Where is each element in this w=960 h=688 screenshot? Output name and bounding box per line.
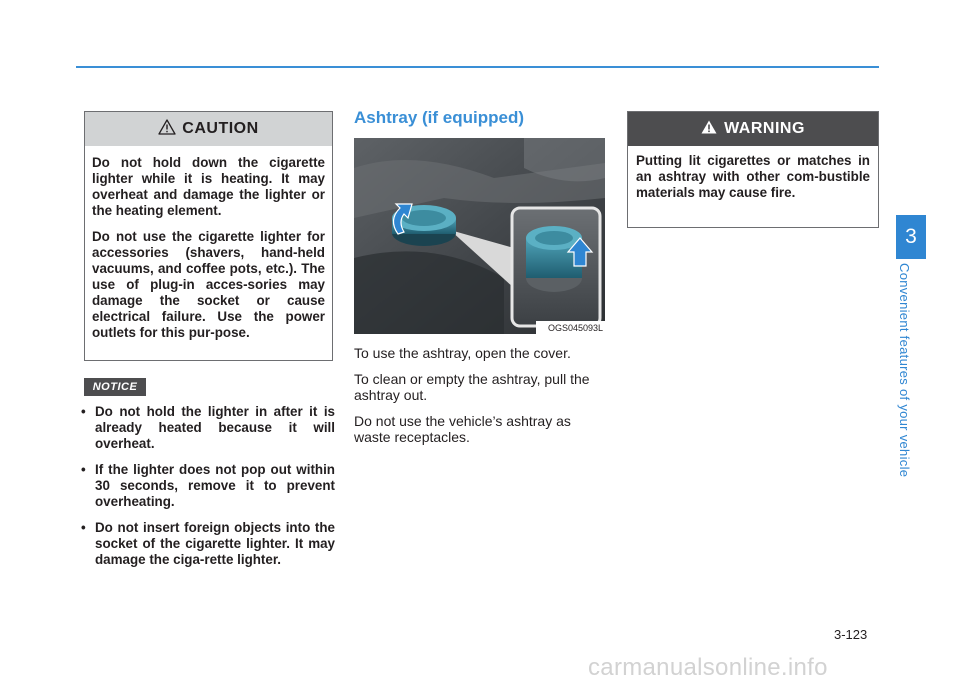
caution-paragraph: Do not hold down the cigarette lighter while it is heating. It may overheat and damage the lighter or the heating element. [92,155,325,218]
section-title: Ashtray (if equipped) [354,108,525,127]
notice-badge: NOTICE [84,378,146,396]
ashtray-text [354,345,606,455]
ashtray-paragraph: To clean or empty the ashtray, pull the ashtray out. [354,371,590,403]
warning-text: Putting lit cigarettes or matches in an ashtray with other com-bustible materials may cause fire. [636,153,870,200]
watermark: carmanualsonline.info [588,654,828,681]
notice-item: • If the lighter does not pop out within 30 seconds, remove it to prevent overheating. [78,462,335,510]
notice-item: • Do not hold the lighter in after it is already heated because it will overheat. [78,404,335,452]
caution-box [84,111,333,361]
caution-paragraph: Do not use the cigarette lighter for accessories (shavers, hand-held vacuums, and coffee pots, etc.). The use of plug-in acces-sories may damage the socket or cause electrical failure. Use the power outlets for this pur-pose. [92,229,325,340]
notice-list [78,404,335,578]
warning-triangle-icon [701,120,717,139]
warning-box [627,111,879,228]
chapter-title: Convenient features of your vehicle [897,263,912,478]
ashtray-paragraph: To use the ashtray, open the cover. [354,345,571,361]
page-number: 3-123 [834,627,868,642]
caution-header [85,112,332,146]
ashtray-photo [354,138,605,334]
notice-item: • Do not insert foreign objects into the socket of the cigarette lighter. It may damage the ciga-rette lighter. [78,520,335,568]
chapter-number-tab: 3 [896,215,926,259]
warning-title: WARNING [724,120,805,137]
caution-triangle-icon [158,119,176,140]
caution-title: CAUTION [182,120,259,137]
ashtray-paragraph: Do not use the vehicle’s ashtray as waste receptacles. [354,413,571,445]
image-code-label: OGS045093L [547,323,603,333]
warning-body [628,146,878,201]
warning-header [628,112,878,146]
top-rule [76,66,879,68]
caution-body [85,146,332,341]
